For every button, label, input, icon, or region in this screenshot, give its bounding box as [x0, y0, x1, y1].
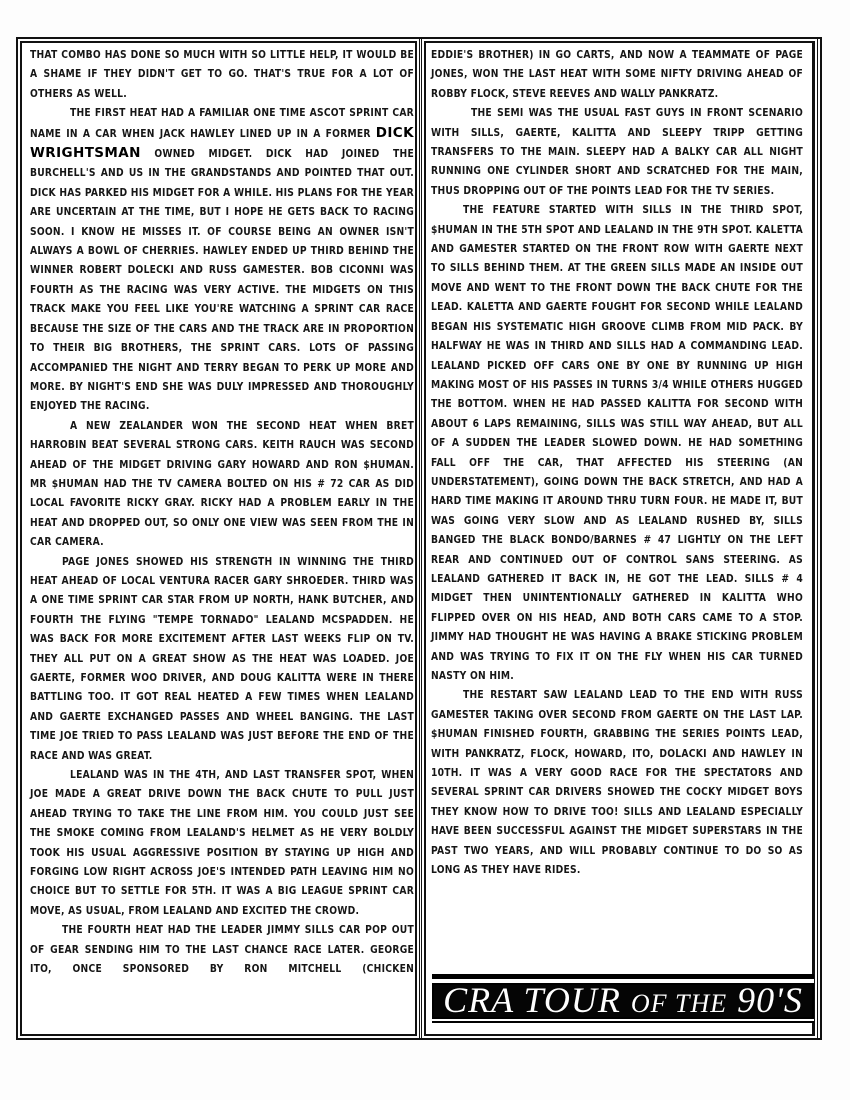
paragraph-text: PAGE JONES SHOWED HIS STRENGTH IN WINNING THE THIRD HEAT AHEAD OF LOCAL VENTURA RACER GARY SHROEDER. THIRD WAS A ONE TIME SPRINT CAR STAR FROM UP NORTH, HANK BUTCHER, AND FOURTH THE FLYING "TEMPE TORNADO" LEALAND MCSPADDEN. HE WAS BACK FOR MORE EXCITEMENT AFTER LAST WEEKS FLIP ON TV. THEY ALL PUT ON A GREAT SHOW AS THE HEAT WAS LOADED. JOE GAERTE, FORMER WOO DRIVER, AND DOUG KALITTA WERE IN THERE BATTLING TOO. IT GOT REAL HEATED A FEW TIMES WHEN LEALAND AND GAERTE EXCHANGED PASSES AND WHEEL BANGING. THE LAST TIME JOE TRIED TO PASS LEALAND WAS JUST BEFORE THE END OF THE RACE AND WAS GREAT.: [30, 556, 414, 762]
paragraph: [30, 104, 414, 417]
paragraph-text: THAT COMBO HAS DONE SO MUCH WITH SO LITTLE HELP, IT WOULD BE A SHAME IF THEY DIDN'T GET TO GO. THAT'S TRUE FOR A LOT OF OTHERS AS WELL.: [30, 50, 414, 100]
paragraph: [431, 686, 803, 880]
banner-title: [443, 982, 803, 1022]
paragraph-text: A NEW ZEALANDER WON THE SECOND HEAT WHEN BRET HARROBIN BEAT SEVERAL STRONG CARS. KEITH RAUCH WAS SECOND AHEAD OF THE MIDGET DRIVING GARY HOWARD AND RON $HUMAN. MR $HUMAN HAD THE TV CAMERA BOLTED ON HIS # 72 CAR AS DID LOCAL FAVORITE RICKY GRAY. RICKY HAD A PROBLEM EARLY IN THE HEAT AND DROPPED OUT, SO ONLY ONE VIEW WAS SEEN FROM THE IN CAR CAMERA.: [30, 420, 414, 549]
paragraph: [30, 553, 414, 766]
paragraph: [30, 921, 414, 979]
paragraph: [30, 417, 414, 553]
paragraph-text: THE FOURTH HEAT HAD THE LEADER JIMMY SILLS CAR POP OUT OF GEAR SENDING HIM TO THE LAST CHANCE RACE LATER. GEORGE ITO, ONCE SPONSORED BY RON MITCHELL (CHICKEN: [30, 925, 414, 976]
paragraph-text: OWNED MIDGET. DICK HAD JOINED THE BURCHELL'S AND US IN THE GRANDSTANDS AND POINTED THAT OUT. DICK HAS PARKED HIS MIDGET FOR A WHILE. HIS PLANS FOR THE YEAR ARE UNCERTAIN AT THE TIME, BUT I HOPE HE GETS BACK TO RACING SOON. I KNOW HE MISSES IT. OF COURSE BEING AN OWNER ISN'T ALWAYS A BOWL OF CHERRIES. HAWLEY ENDED UP THIRD BEHIND THE WINNER ROBERT DOLECKI AND RUSS GAMESTER. BOB CICONNI WAS FOURTH AS THE RACING WAS VERY ACTIVE. THE MIDGETS ON THIS TRACK MAKE YOU FEEL LIKE YOU'RE WATCHING A SPRINT CAR RACE BECAUSE THE SIZE OF THE CARS AND THE TRACK ARE IN PROPORTION TO THEIR BIG BROTHERS, THE SPRINT CARS. LOTS OF PASSING ACCOMPANIED THE NIGHT AND TERRY BEGAN TO PERK UP MORE AND MORE. BY NIGHT'S END SHE WAS DULY IMPRESSED AND THOROUGHLY ENJOYED THE RACING.: [30, 149, 414, 413]
paragraph: [431, 201, 803, 686]
paragraph: [431, 104, 803, 201]
banner-title-part: 90'S: [737, 980, 803, 1020]
paragraph-text: THE SEMI WAS THE USUAL FAST GUYS IN FRONT SCENARIO WITH SILLS, GAERTE, KALITTA AND SLEEPY TRIPP GETTING TRANSFERS TO THE MAIN. SLEEPY HAD A BALKY CAR ALL NIGHT RUNNING ONE CYLINDER SHORT AND SCRATCHED FOR THE MAIN, THUS DROPPING OUT OF THE POINTS LEAD FOR THE TV SERIES.: [431, 108, 803, 197]
left-column-text: [30, 46, 414, 980]
right-column-text: [431, 46, 803, 880]
paragraph: [30, 46, 414, 104]
left-column: [20, 41, 417, 1036]
right-column: [424, 41, 815, 1036]
highlighted-name: DICK WRIGHTSMAN: [30, 124, 414, 162]
paragraph-text: THE RESTART SAW LEALAND LEAD TO THE END WITH RUSS GAMESTER TAKING OVER SECOND FROM GAERTE ON THE LAST LAP. $HUMAN FINISHED FOURTH, GRABBING THE SERIES POINTS LEAD, WITH PANKRATZ, FLOCK, HOWARD, ITO, DOLACKI AND HAWLEY IN 10TH. IT WAS A VERY GOOD RACE FOR THE SPECTATORS AND SEVERAL SPRINT CAR DRIVERS SHOWED THE COCKY MIDGET BOYS THEY KNOW HOW TO DRIVE TOO! SILLS AND LEALAND ESPECIALLY HAVE BEEN SUCCESSFUL AGAINST THE MIDGET SUPERSTARS IN THE PAST TWO YEARS, AND WILL PROBABLY CONTINUE TO DO SO AS LONG AS THEY HAVE RIDES.: [431, 690, 803, 877]
paragraph-text: LEALAND WAS IN THE 4TH, AND LAST TRANSFER SPOT, WHEN JOE MADE A GREAT DRIVE DOWN THE BACK CHUTE TO PULL JUST AHEAD TRYING TO TAKE THE LINE FROM HIM. YOU COULD JUST SEE THE SMOKE COMING FROM LEALAND'S HELMET AS HE VERY BOLDLY TOOK HIS USUAL AGGRESSIVE POSITION BY STAYING UP HIGH AND FORGING LOW RIGHT ACROSS JOE'S INTENDED PATH LEAVING HIM NO CHOICE BUT TO SETTLE FOR 5TH. IT WAS A BIG LEAGUE SPRINT CAR MOVE, AS USUAL, FROM LEALAND AND EXCITED THE CROWD.: [30, 770, 414, 917]
banner-title-part: CRA TOUR: [443, 980, 621, 1020]
paragraph: [431, 46, 803, 104]
banner-box: [432, 980, 814, 1020]
paragraph-text: THE FEATURE STARTED WITH SILLS IN THE THIRD SPOT, $HUMAN IN THE 5TH SPOT AND LEALAND IN THE 9TH SPOT. KALETTA AND GAMESTER STARTED ON THE FRONT ROW WITH GAERTE NEXT TO SILLS BEHIND THEM. AT THE GREEN SILLS MADE AN INSIDE OUT MOVE AND WENT TO THE FRONT DOWN THE BACK CHUTE FOR THE LEAD. KALETTA AND GAERTE FOUGHT FOR SECOND WHILE LEALAND BEGAN HIS SYSTEMATIC HIGH GROOVE CLIMB FROM MID PACK. BY HALFWAY HE WAS IN THIRD AND SILLS HAD A COMMANDING LEAD. LEALAND PICKED OFF CARS ONE BY ONE BY RUNNING UP HIGH MAKING MOST OF HIS PASSES IN TURNS 3/4 WHILE OTHERS HUGGED THE BOTTOM. WHEN HE HAD PASSED KALITTA FOR SECOND WITH ABOUT 6 LAPS REMAINING, SILLS WAS STILL WAY AHEAD, BUT ALL OF A SUDDEN THE LEADER SLOWED DOWN. HE HAD SOMETHING FALL OFF THE CAR, THAT AFFECTED HIS STEERING (AN UNDERSTATEMENT), GOING DOWN THE BACK STRETCH, AND HAD A HARD TIME MAKING IT AROUND THRU TURN FOUR. HE MADE IT, BUT WAS GOING VERY SLOW AND AS LEALAND RUSHED BY, SILLS BANGED THE BLACK BONDO/BARNES # 47 LIGHTLY ON THE LEFT REAR AND CONTINUED OUT OF CONTROL SANS STEERING. AS LEALAND GATHERED IT BACK IN, HE GOT THE LEAD. SILLS # 4 MIDGET THEN UNINTENTIONALLY GATHERED IN KALITTA WHO FLIPPED OVER ON HIS HEAD, AND BOTH CARS CAME TO A STOP. JIMMY HAD THOUGHT HE WAS HAVING A BRAKE STICKING PROBLEM AND WAS TRYING TO FIX IT ON THE FLY WHEN HIS CAR TURNED NASTY ON HIM.: [431, 205, 803, 682]
banner-title-part: OF THE: [630, 989, 728, 1018]
paragraph: [30, 766, 414, 921]
cra-tour-banner: [432, 974, 814, 1022]
paragraph-text: EDDIE'S BROTHER) IN GO CARTS, AND NOW A TEAMMATE OF PAGE JONES, WON THE LAST HEAT WITH SOME NIFTY DRIVING AHEAD OF ROBBY FLOCK, STEVE REEVES AND WALLY PANKRATZ.: [431, 50, 803, 100]
paragraph-text: THE FIRST HEAT HAD A FAMILIAR ONE TIME ASCOT SPRINT CAR NAME IN A CAR WHEN JACK HAWLEY LINED UP IN A FORMER: [30, 108, 414, 140]
